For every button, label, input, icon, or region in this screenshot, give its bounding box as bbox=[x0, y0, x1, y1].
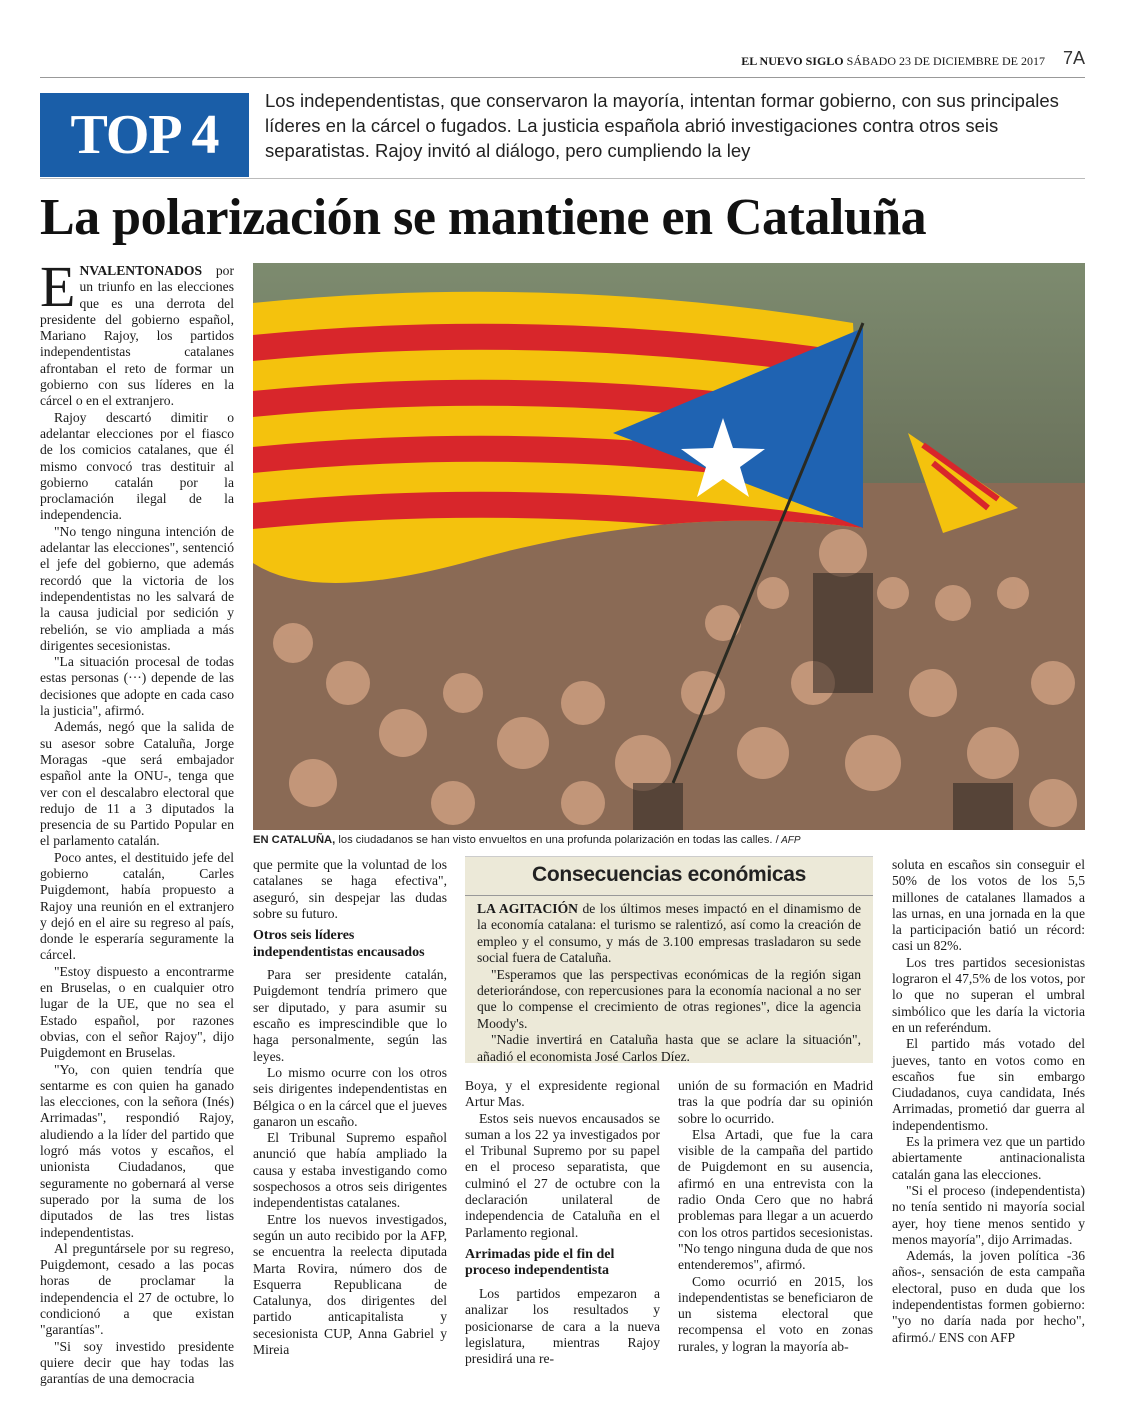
lead-photo bbox=[253, 263, 1085, 830]
header-rule bbox=[40, 77, 1085, 78]
article-column-2 bbox=[253, 857, 447, 1358]
paragraph: Los tres partidos secesionistas lograron el 47,5% de los votos, por lo que no superan el umbral simbólico que les daría la victoria en un referéndum. bbox=[892, 954, 1085, 1035]
sidebar-box bbox=[465, 856, 873, 1063]
paragraph: unión de su formación en Madrid tras la que podría dar su opinión sobre lo ocurrido. bbox=[678, 1078, 873, 1126]
paragraph: "Si soy investido presidente quiere decir que hay todas las garantías de una democracia bbox=[40, 1338, 234, 1387]
box-body bbox=[477, 901, 861, 1065]
paragraph: "Estoy dispuesto a encontrarme en Bruselas, o en cualquier otro lugar de la UE, que no sea el Estado español, por razones obvias, con el señor Rajoy", dijo Puigdemont en Bruselas. bbox=[40, 963, 234, 1061]
paragraph: que permite que la voluntad de los catalanes se haga efectiva", aseguró, sin despejar las dudas sobre su futuro. bbox=[253, 857, 447, 921]
paragraph: Como ocurrió en 2015, los independentistas se beneficiaron de un sistema electoral que recompensa el voto en zonas rurales, y logran la mayoría ab- bbox=[678, 1273, 873, 1354]
paragraph: "No tengo ninguna intención de adelantar las elecciones", sentenció el jefe del gobierno, que además recordó que la victoria de los independentistas no les salvará de la causa judicial por sedición y rebelión, se vio ampliada a más dirigentes secesionistas. bbox=[40, 523, 234, 653]
drop-cap: E bbox=[40, 254, 76, 319]
summary-divider bbox=[40, 178, 1085, 179]
subheading: Arrimadas pide el fin del proceso independentista bbox=[465, 1246, 615, 1279]
paragraph: "Nadie invertirá en Cataluña hasta que se aclare la situación", añadió el economista José Carlos Díez. bbox=[477, 1032, 861, 1064]
section-badge: TOP 4 bbox=[40, 93, 249, 177]
paragraph: Al preguntársele por su regreso, Puigdemont, cesado a las pocas horas de proclamar la independencia el 27 de octubre, lo condicionó a que existan "garantías". bbox=[40, 1240, 234, 1338]
lead-paragraph: ENVALENTONADOS por un triunfo en las elecciones que es una derrota del presidente del gobierno español, Mariano Rajoy, los partidos independentistas catalanes afrontaban el reto de formar un gobierno con sus líderes en la cárcel o en el extranjero. bbox=[40, 254, 234, 409]
paragraph: Además, negó que la salida de su asesor sobre Cataluña, Jorge Moragas -que será embajador español ante la ONU-, tenga que ver con el descalabro electoral que redujo de 11 a 3 diputados la presencia de su Partido Popular en el parlamento catalán. bbox=[40, 719, 234, 849]
paragraph: "Esperamos que las perspectivas económicas de la región sigan deteriorándose, con repercusiones para la economía nacional a no ser que lo compense el crecimiento de otras regiones", dice la agencia Moody's. bbox=[477, 966, 861, 1031]
article-column-5 bbox=[892, 857, 1085, 1346]
paragraph: "La situación procesal de todas estas personas (···) depende de las decisiones que adopte en cada caso la justicia", afirmó. bbox=[40, 654, 234, 719]
paragraph: "Si el proceso (independentista) no tenía sentido ni mayoría social ayer, hoy tiene menos sentido y menos mayoría", dijo Arrimadas. bbox=[892, 1182, 1085, 1247]
paragraph: Entre los nuevos investigados, según un auto recibido por la AFP, se encuentra la reelecta diputada Marta Rovira, número dos de Esquerra Republicana de Catalunya, dos dirigentes del partido anticapitalista y secesionista CUP, Anna Gabriel y Mireia bbox=[253, 1211, 447, 1358]
caption-text: los ciudadanos se han visto envueltos en una profunda polarización en todas las calles. / bbox=[335, 834, 779, 846]
paragraph: Es la primera vez que un partido abiertamente antinacionalista catalán gana las elecciones. bbox=[892, 1134, 1085, 1182]
page-number: 7A bbox=[1062, 48, 1085, 68]
box-divider bbox=[465, 895, 873, 896]
photo-credit: AFP bbox=[778, 835, 801, 846]
subheading: Otros seis líderes independentistas encausados bbox=[253, 928, 425, 960]
paragraph: Elsa Artadi, que fue la cara visible de la campaña del partido de Puigdemont en su ausencia, afirmó en una entrevista con la radio Onda Cero que no habrá problemas para llegar a un acuerdo con los otros partidos secesionistas. "No tengo ninguna duda de que nos entenderemos", afirmó. bbox=[678, 1126, 873, 1273]
paragraph: "Yo, con quien tendría que sentarme es con quien ha ganado las elecciones, con la señora (Inés) Arrimadas", respondió Rajoy, aludiendo a la líder del partido que logró más votos y escaños, el unionista Ciudadanos, que seguramente no gobernará al verse superado por la suma de los diputados de las tres listas independentistas. bbox=[40, 1061, 234, 1240]
paragraph: Poco antes, el destituido jefe del gobierno catalán, Carles Puigdemont, había propuesto a Rajoy una reunión en el extranjero y dejó en el aire su regreso al país, donde le esperaría seguramente la cárcel. bbox=[40, 849, 234, 963]
box-lead: LA AGITACIÓN bbox=[477, 901, 578, 916]
paragraph: Estos seis nuevos encausados se suman a los 22 ya investigados por el Tribunal Supremo por su papel en el proceso separatista, que culminó el 27 de octubre con la declaración unilateral de independencia de Cataluña en el Parlamento regional. bbox=[465, 1110, 660, 1240]
photo-caption bbox=[253, 834, 1085, 846]
lead-bold: NVALENTONADOS bbox=[79, 263, 203, 278]
section-summary: Los independentistas, que conservaron la mayoría, intentan formar gobierno, con sus principales líderes en la cárcel o fugados. La justicia española abrió investigaciones contra otros seis separatistas. Rajoy invitó al diálogo, pero cumpliendo la ley bbox=[265, 90, 1059, 161]
paragraph: Además, la joven política -36 años-, sensación de esta campaña electoral, puso en duda que los independentistas formen gobierno: "yo no daría nada por hecho", afirmó./ ENS con AFP bbox=[892, 1248, 1085, 1345]
publication-name: EL NUEVO SIGLO bbox=[741, 54, 844, 68]
publication-line bbox=[741, 54, 1045, 69]
paragraph: Lo mismo ocurre con los otros seis dirigentes independentistas en Bélgica o en la cárcel que el jueves ganaron un escaño. bbox=[253, 1064, 447, 1129]
paragraph: Para ser presidente catalán, Puigdemont tendría primero que ser diputado, y para asumir su escaño es imprescindible que lo haga personalmente, según las leyes. bbox=[253, 967, 447, 1064]
article-column-1 bbox=[40, 254, 234, 1387]
article-column-4 bbox=[678, 1078, 873, 1355]
page-header bbox=[40, 48, 1085, 78]
crowd-flag-illustration bbox=[253, 263, 1085, 830]
paragraph: Los partidos empezaron a analizar los resultados y posicionarse de cara a la nueva legislatura, mientras Rajoy presidirá una re- bbox=[465, 1285, 660, 1367]
paragraph: LA AGITACIÓN de los últimos meses impactó en el dinamismo de la economía catalana: el turismo se ralentizó, así como la creación de empleo y el consumo, y más de 3.100 empresas trasladaron su sede social fuera de Cataluña. bbox=[477, 901, 862, 966]
issue-date: SÁBADO 23 DE DICIEMBRE DE 2017 bbox=[846, 54, 1045, 68]
paragraph: soluta en escaños sin conseguir el 50% de los votos de los 5,5 millones de catalanes llamados a las urnas, en una jornada en la que la participación batió un récord: casi un 82%. bbox=[892, 857, 1085, 954]
headline: La polarización se mantiene en Cataluña bbox=[40, 189, 927, 246]
paragraph: El Tribunal Supremo español anunció que había ampliado la causa y estaba investigando como sospechosos a otros seis dirigentes independentistas catalanes. bbox=[253, 1130, 447, 1211]
paragraph: Rajoy descartó dimitir o adelantar elecciones por el fiasco de los comicios catalanes, que él mismo convocó tras destituir al gobierno catalán por la proclamación ilegal de la independencia. bbox=[40, 409, 234, 523]
caption-lead: EN CATALUÑA, bbox=[253, 834, 336, 846]
box-title: Consecuencias económicas bbox=[531, 863, 807, 886]
paragraph: Boya, y el expresidente regional Artur Mas. bbox=[465, 1078, 660, 1110]
article-column-3 bbox=[465, 1078, 660, 1367]
paragraph: El partido más votado del jueves, tanto en votos como en escaños fue sin embargo Ciudadanos, cuya candidata, Inés Arrimadas, prometió dar guerra al independentismo. bbox=[892, 1036, 1085, 1133]
